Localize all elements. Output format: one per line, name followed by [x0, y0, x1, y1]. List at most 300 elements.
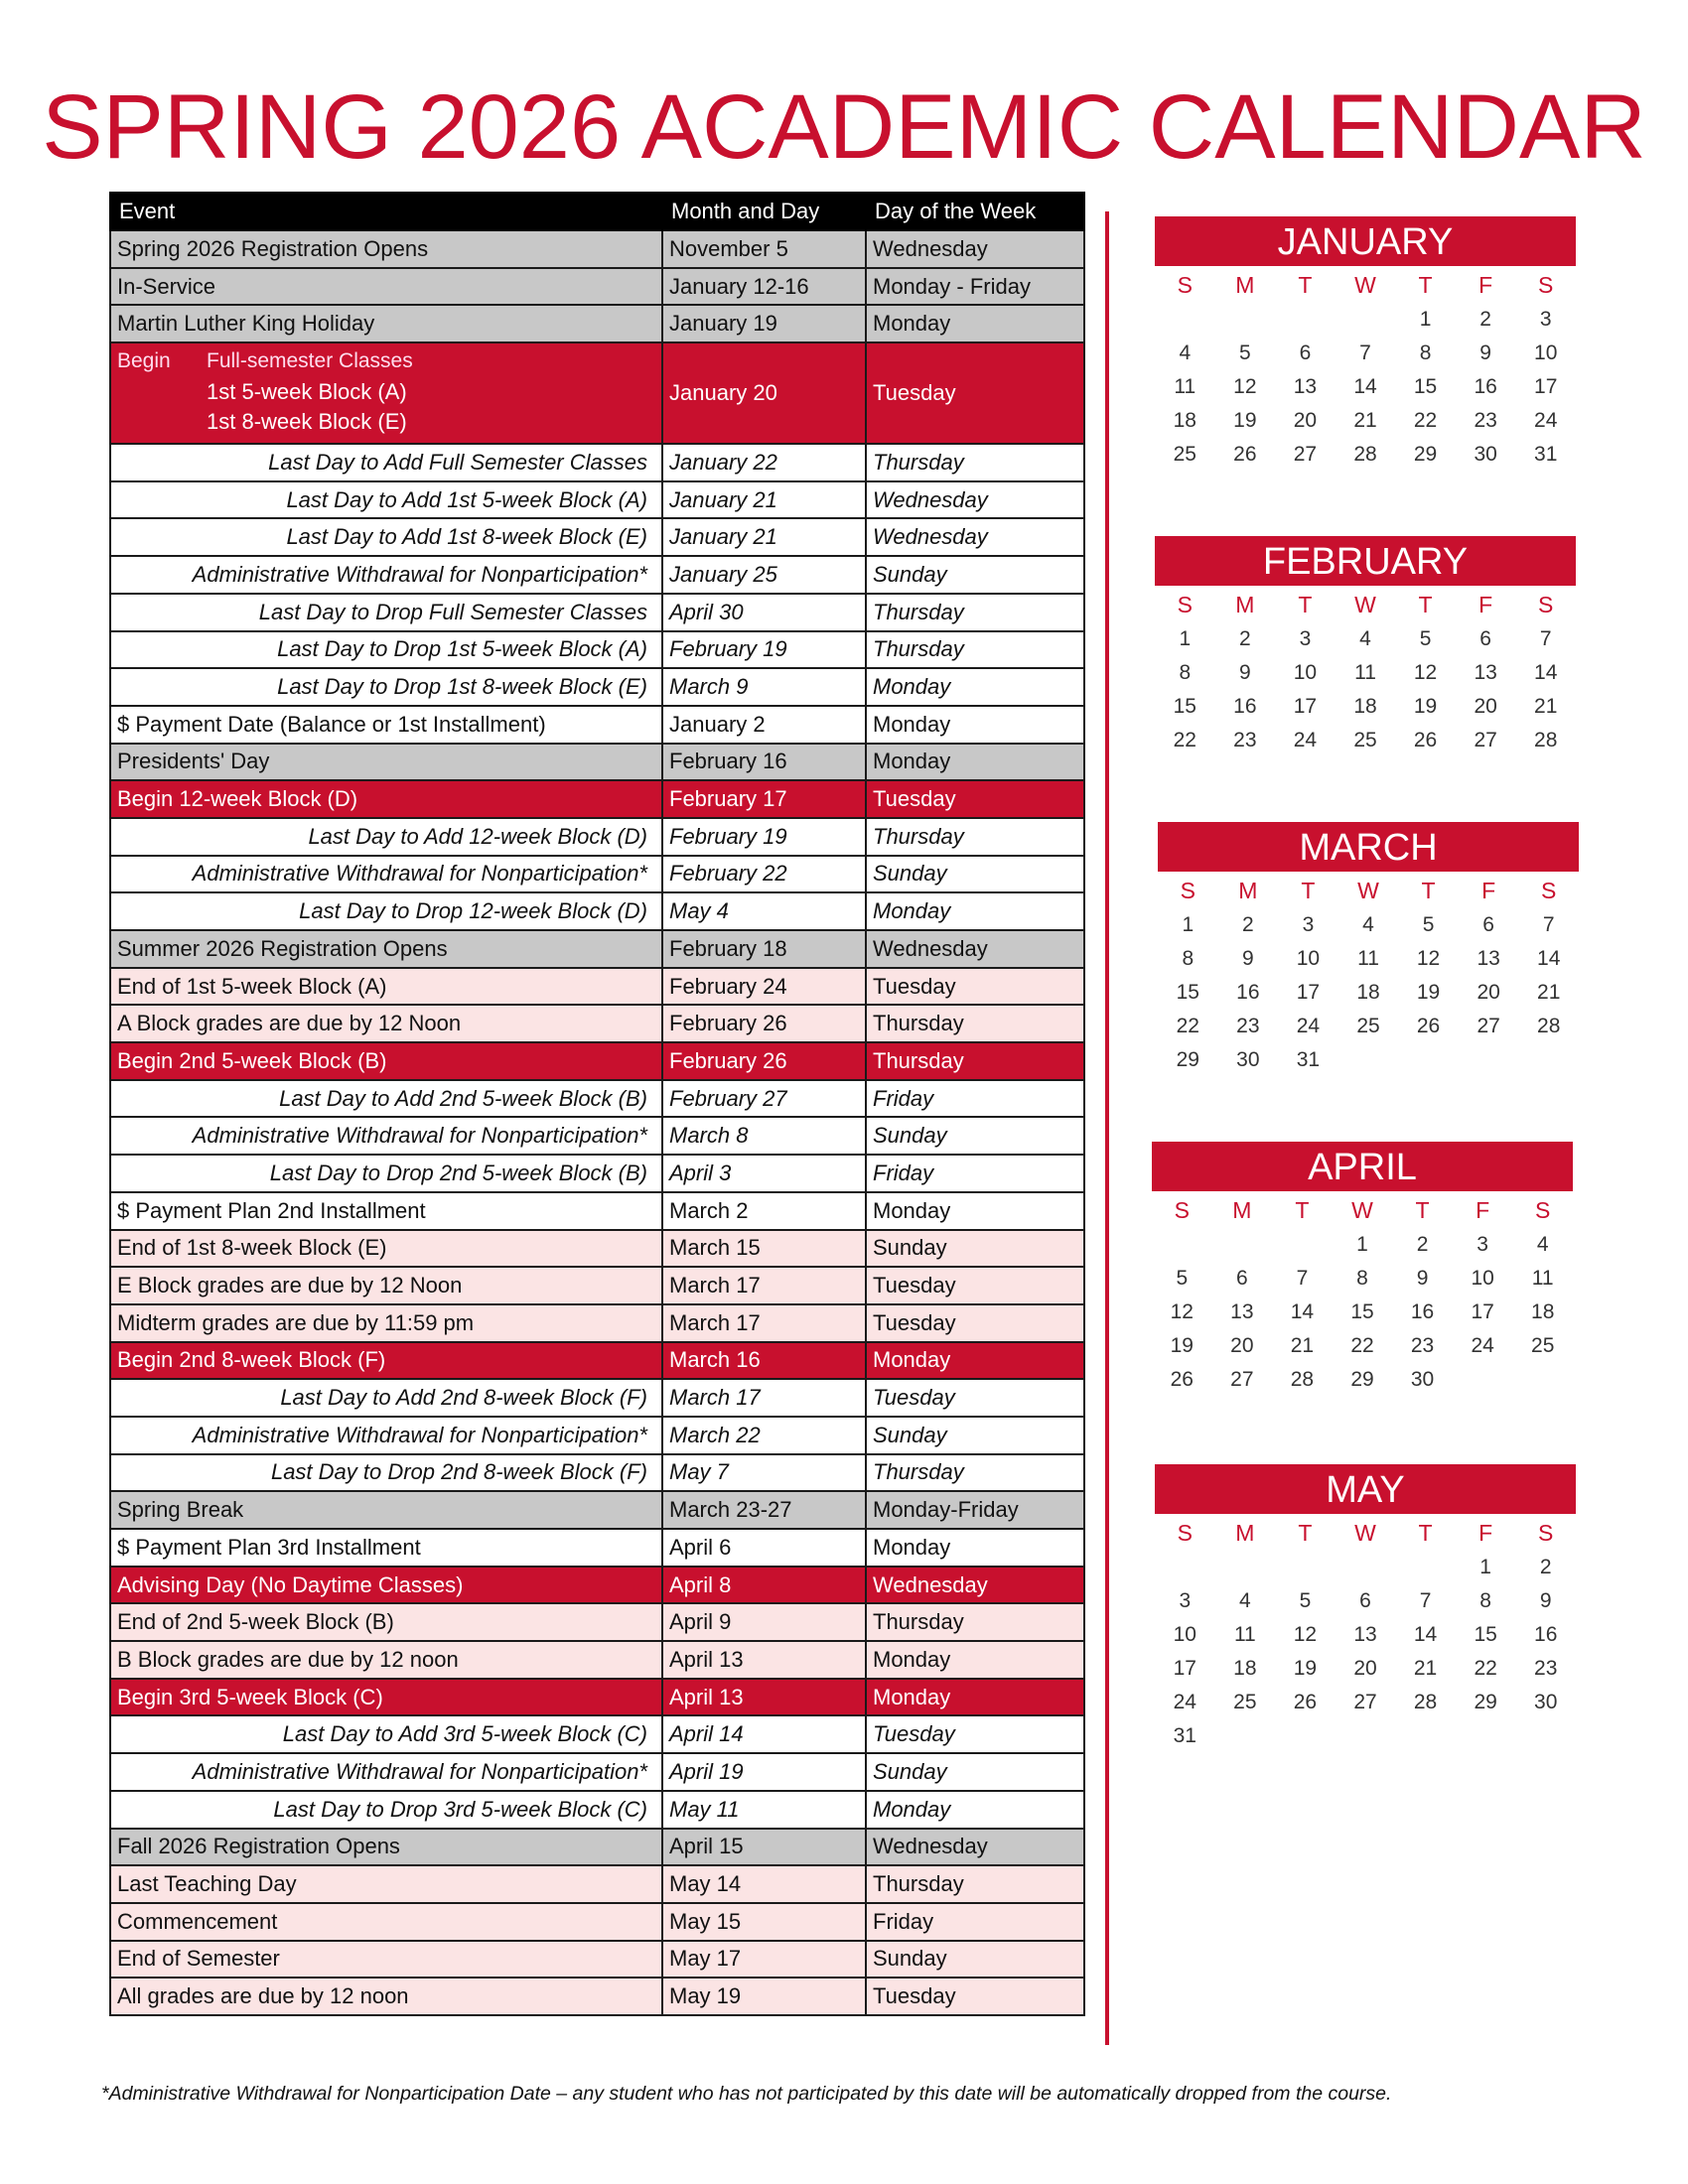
date-cell: April 3: [662, 1155, 866, 1192]
day-number: 18: [1173, 409, 1196, 432]
weekday-cell: Thursday: [866, 1042, 1084, 1080]
weekday-letter: T: [1295, 1197, 1310, 1223]
weekday-letter: M: [1235, 1520, 1255, 1546]
day-number: 5: [1176, 1267, 1189, 1290]
table-row: [110, 1753, 1084, 1791]
day-number: 14: [1413, 1623, 1438, 1646]
table-row: [110, 1080, 1084, 1118]
weekday-cell: Sunday: [866, 1417, 1084, 1454]
weekday-cell: Monday: [866, 668, 1084, 706]
table-row: [110, 706, 1084, 744]
day-number: 21: [1537, 981, 1561, 1004]
header-event: Event: [110, 193, 662, 230]
day-number: 2: [1242, 913, 1254, 936]
day-number: 30: [1474, 443, 1497, 466]
day-number: 11: [1233, 1623, 1256, 1646]
event-cell: End of 1st 5-week Block (A): [110, 968, 662, 1006]
day-number: 4: [1359, 627, 1371, 650]
event-cell: End of 1st 8-week Block (E): [110, 1230, 662, 1268]
table-row: [110, 1791, 1084, 1829]
day-number: 2: [1479, 308, 1491, 331]
day-number: 26: [1170, 1368, 1194, 1391]
day-number: 17: [1293, 695, 1318, 718]
event-cell: Fall 2026 Registration Opens: [110, 1829, 662, 1866]
table-row: [110, 1829, 1084, 1866]
weekday-letter: W: [1357, 878, 1379, 903]
day-number: 20: [1477, 981, 1500, 1004]
day-number: 3: [1299, 627, 1312, 650]
empty-day: [1275, 306, 1336, 334]
table-row: [110, 856, 1084, 893]
day-number: 28: [1534, 729, 1558, 751]
day-number: 25: [1173, 443, 1196, 466]
day-number: 22: [1474, 1657, 1497, 1680]
day-number: 7: [1542, 913, 1555, 936]
table-row: [110, 594, 1084, 631]
month-april: [1152, 1142, 1573, 1394]
table-row: [110, 1192, 1084, 1230]
event-cell: End of 2nd 5-week Block (B): [110, 1603, 662, 1641]
table-row: [110, 1641, 1084, 1679]
day-number: 5: [1299, 1589, 1312, 1612]
day-number: 22: [1173, 729, 1196, 751]
event-cell: Begin 3rd 5-week Block (C): [110, 1679, 662, 1716]
month-grid: [1158, 878, 1579, 1074]
weekday-letter: S: [1535, 1197, 1551, 1223]
date-cell: March 17: [662, 1379, 866, 1417]
day-number: 18: [1353, 695, 1377, 718]
events-table: [109, 192, 1085, 2016]
begin-block: [117, 345, 655, 441]
day-number: 19: [1170, 1334, 1194, 1357]
day-number: 8: [1182, 947, 1195, 970]
weekday-cell: Monday: [866, 1641, 1084, 1679]
day-number: 10: [1293, 661, 1318, 684]
table-header-row: [110, 193, 1084, 230]
day-number: 8: [1356, 1267, 1368, 1290]
day-number: 29: [1474, 1691, 1497, 1713]
date-cell: February 26: [662, 1005, 866, 1042]
day-number: 10: [1534, 341, 1558, 364]
day-number: 4: [1362, 913, 1374, 936]
day-number: 18: [1531, 1300, 1555, 1323]
table-row: [110, 1491, 1084, 1529]
weekday-letter: F: [1476, 1197, 1490, 1223]
begin-line-1: 1st 5-week Block (A): [207, 379, 407, 405]
day-number: 5: [1422, 913, 1435, 936]
day-number: 23: [1233, 729, 1257, 751]
weekday-cell: Thursday: [866, 818, 1084, 856]
empty-day: [1155, 306, 1215, 334]
weekday-cell: Monday: [866, 1192, 1084, 1230]
weekday-letter: S: [1177, 272, 1193, 298]
table-row: [110, 1267, 1084, 1304]
empty-day: [1336, 306, 1396, 334]
date-cell: April 13: [662, 1641, 866, 1679]
day-number: 15: [1474, 1623, 1497, 1646]
event-cell: Begin 2nd 5-week Block (B): [110, 1042, 662, 1080]
day-number: 4: [1239, 1589, 1251, 1612]
table-row: [110, 518, 1084, 556]
event-cell: Midterm grades are due by 11:59 pm: [110, 1304, 662, 1342]
day-number: 27: [1353, 1691, 1377, 1713]
event-cell: Administrative Withdrawal for Nonparticipation*: [110, 1117, 662, 1155]
weekday-cell: Sunday: [866, 556, 1084, 594]
day-number: 12: [1293, 1623, 1318, 1646]
weekday-letter: T: [1301, 878, 1316, 903]
day-number: 24: [1296, 1015, 1321, 1037]
table-row: [110, 268, 1084, 306]
date-cell: January 2: [662, 706, 866, 744]
day-number: 28: [1290, 1368, 1315, 1391]
day-number: 14: [1534, 661, 1558, 684]
day-number: 18: [1233, 1657, 1257, 1680]
weekday-cell: Sunday: [866, 1230, 1084, 1268]
date-cell: February 17: [662, 780, 866, 818]
day-number: 2: [1416, 1233, 1429, 1256]
weekday-cell: Tuesday: [866, 342, 1084, 444]
weekday-cell: Wednesday: [866, 230, 1084, 268]
day-number: 10: [1471, 1267, 1494, 1290]
vertical-divider: [1105, 211, 1109, 2045]
weekday-letter: T: [1298, 1520, 1313, 1546]
event-cell: Administrative Withdrawal for Nonparticipation*: [110, 856, 662, 893]
weekday-cell: Thursday: [866, 594, 1084, 631]
date-cell: April 19: [662, 1753, 866, 1791]
table-row: [110, 1603, 1084, 1641]
empty-day: [1212, 1231, 1273, 1259]
day-number: 1: [1182, 913, 1195, 936]
date-cell: February 19: [662, 818, 866, 856]
table-row: [110, 1865, 1084, 1903]
day-number: 6: [1479, 627, 1491, 650]
table-row: [110, 1903, 1084, 1941]
date-cell: March 16: [662, 1342, 866, 1380]
table-row: [110, 631, 1084, 669]
date-cell: March 9: [662, 668, 866, 706]
date-cell: May 17: [662, 1941, 866, 1979]
day-number: 13: [1353, 1623, 1377, 1646]
event-cell: $ Payment Plan 2nd Installment: [110, 1192, 662, 1230]
event-cell: A Block grades are due by 12 Noon: [110, 1005, 662, 1042]
date-cell: April 14: [662, 1715, 866, 1753]
date-cell: January 20: [662, 342, 866, 444]
day-number: 1: [1419, 308, 1432, 331]
weekday-letter: F: [1478, 1520, 1493, 1546]
weekday-letter: W: [1354, 272, 1376, 298]
table-row: [110, 342, 1084, 444]
day-number: 7: [1419, 1589, 1432, 1612]
day-number: 10: [1296, 947, 1321, 970]
table-row: [110, 444, 1084, 481]
day-number: 16: [1474, 375, 1497, 398]
day-number: 2: [1539, 1556, 1552, 1578]
weekday-cell: Wednesday: [866, 518, 1084, 556]
day-number: 16: [1236, 981, 1260, 1004]
day-number: 28: [1413, 1691, 1438, 1713]
day-number: 19: [1293, 1657, 1318, 1680]
weekday-letter: T: [1418, 272, 1433, 298]
date-cell: May 15: [662, 1903, 866, 1941]
weekday-cell: Thursday: [866, 1454, 1084, 1492]
day-number: 27: [1293, 443, 1318, 466]
weekday-letter: M: [1235, 272, 1255, 298]
footnote: *Administrative Withdrawal for Nonparticipation Date – any student who has not participated by this date will be automatically dropped from the course.: [101, 2083, 1392, 2105]
event-cell: Last Day to Drop 2nd 5-week Block (B): [110, 1155, 662, 1192]
weekday-letter: T: [1415, 1197, 1430, 1223]
weekday-cell: Monday: [866, 305, 1084, 342]
event-cell: Last Day to Drop 1st 5-week Block (A): [110, 631, 662, 669]
table-row: [110, 892, 1084, 930]
day-number: 26: [1416, 1015, 1441, 1037]
day-number: 27: [1474, 729, 1497, 751]
empty-day: [1155, 1554, 1215, 1581]
day-number: 6: [1482, 913, 1494, 936]
weekday-letter: T: [1418, 1520, 1433, 1546]
day-number: 15: [1350, 1300, 1374, 1323]
event-cell: Administrative Withdrawal for Nonparticipation*: [110, 1417, 662, 1454]
day-number: 20: [1474, 695, 1497, 718]
day-number: 4: [1536, 1233, 1549, 1256]
day-number: 15: [1176, 981, 1199, 1004]
day-number: 12: [1416, 947, 1441, 970]
date-cell: January 12-16: [662, 268, 866, 306]
day-number: 20: [1353, 1657, 1377, 1680]
day-number: 11: [1531, 1267, 1554, 1290]
day-number: 1: [1479, 1556, 1491, 1578]
month-grid: [1155, 1520, 1576, 1750]
date-cell: May 4: [662, 892, 866, 930]
event-cell: $ Payment Date (Balance or 1st Installment): [110, 706, 662, 744]
weekday-cell: Monday: [866, 892, 1084, 930]
month-january: [1155, 216, 1576, 469]
date-cell: February 19: [662, 631, 866, 669]
empty-day: [1275, 1554, 1336, 1581]
event-cell: Last Teaching Day: [110, 1865, 662, 1903]
weekday-cell: Wednesday: [866, 1567, 1084, 1604]
weekday-cell: Sunday: [866, 1753, 1084, 1791]
day-number: 5: [1419, 627, 1432, 650]
event-cell: Last Day to Drop 3rd 5-week Block (C): [110, 1791, 662, 1829]
table-row: [110, 1117, 1084, 1155]
day-number: 17: [1534, 375, 1558, 398]
date-cell: May 14: [662, 1865, 866, 1903]
page-title: SPRING 2026 ACADEMIC CALENDAR: [42, 76, 1646, 178]
day-number: 16: [1534, 1623, 1558, 1646]
date-cell: January 25: [662, 556, 866, 594]
date-cell: April 13: [662, 1679, 866, 1716]
date-cell: March 17: [662, 1304, 866, 1342]
table-row: [110, 1715, 1084, 1753]
weekday-cell: Monday: [866, 1529, 1084, 1567]
empty-day: [1152, 1231, 1212, 1259]
event-cell: Last Day to Add Full Semester Classes: [110, 444, 662, 481]
month-grid: [1155, 592, 1576, 754]
weekday-cell: Monday-Friday: [866, 1491, 1084, 1529]
day-number: 13: [1293, 375, 1318, 398]
day-number: 20: [1293, 409, 1318, 432]
weekday-letter: T: [1421, 878, 1436, 903]
date-cell: January 22: [662, 444, 866, 481]
day-number: 21: [1290, 1334, 1315, 1357]
day-number: 9: [1416, 1267, 1429, 1290]
date-cell: February 27: [662, 1080, 866, 1118]
event-cell: Advising Day (No Daytime Classes): [110, 1567, 662, 1604]
day-number: 16: [1233, 695, 1257, 718]
weekday-cell: Sunday: [866, 1117, 1084, 1155]
day-number: 12: [1233, 375, 1257, 398]
day-number: 29: [1413, 443, 1438, 466]
weekday-cell: Monday: [866, 744, 1084, 781]
weekday-letter: S: [1538, 1520, 1554, 1546]
day-number: 6: [1299, 341, 1312, 364]
weekday-cell: Tuesday: [866, 1978, 1084, 2015]
date-cell: February 18: [662, 930, 866, 968]
day-number: 24: [1471, 1334, 1494, 1357]
weekday-cell: Friday: [866, 1903, 1084, 1941]
day-number: 9: [1242, 947, 1254, 970]
table-row: [110, 1155, 1084, 1192]
day-number: 22: [1350, 1334, 1374, 1357]
day-number: 28: [1353, 443, 1377, 466]
empty-day: [1215, 306, 1276, 334]
empty-day: [1336, 1554, 1396, 1581]
date-cell: March 2: [662, 1192, 866, 1230]
day-number: 9: [1479, 341, 1491, 364]
table-row: [110, 968, 1084, 1006]
day-number: 7: [1296, 1267, 1309, 1290]
weekday-cell: Monday: [866, 706, 1084, 744]
day-number: 15: [1413, 375, 1438, 398]
table-row: [110, 1978, 1084, 2015]
day-number: 21: [1413, 1657, 1438, 1680]
weekday-letter: S: [1174, 1197, 1190, 1223]
day-number: 29: [1350, 1368, 1374, 1391]
day-number: 11: [1174, 375, 1196, 398]
day-number: 31: [1534, 443, 1558, 466]
day-number: 23: [1534, 1657, 1558, 1680]
weekday-letter: F: [1478, 592, 1493, 617]
day-number: 22: [1176, 1015, 1199, 1037]
day-number: 26: [1293, 1691, 1318, 1713]
weekday-letter: F: [1481, 878, 1496, 903]
day-number: 19: [1416, 981, 1441, 1004]
date-cell: February 26: [662, 1042, 866, 1080]
weekday-cell: Thursday: [866, 1005, 1084, 1042]
weekday-cell: Sunday: [866, 856, 1084, 893]
weekday-cell: Thursday: [866, 1603, 1084, 1641]
day-number: 14: [1537, 947, 1561, 970]
month-header: JANUARY: [1155, 216, 1576, 266]
event-cell: Last Day to Add 2nd 8-week Block (F): [110, 1379, 662, 1417]
weekday-cell: Wednesday: [866, 481, 1084, 519]
day-number: 8: [1419, 341, 1432, 364]
day-number: 17: [1296, 981, 1321, 1004]
event-cell: [110, 342, 662, 444]
month-header: FEBRUARY: [1155, 536, 1576, 586]
day-number: 12: [1170, 1300, 1194, 1323]
table-row: [110, 1005, 1084, 1042]
day-number: 3: [1477, 1233, 1488, 1256]
event-cell: Last Day to Add 3rd 5-week Block (C): [110, 1715, 662, 1753]
day-number: 8: [1479, 1589, 1491, 1612]
event-cell: Martin Luther King Holiday: [110, 305, 662, 342]
event-cell: Begin 12-week Block (D): [110, 780, 662, 818]
event-cell: Begin 2nd 8-week Block (F): [110, 1342, 662, 1380]
day-number: 31: [1173, 1724, 1196, 1747]
weekday-letter: M: [1235, 592, 1255, 617]
day-number: 3: [1302, 913, 1315, 936]
month-header: MAY: [1155, 1464, 1576, 1514]
event-cell: Last Day to Drop 2nd 8-week Block (F): [110, 1454, 662, 1492]
weekday-cell: Friday: [866, 1080, 1084, 1118]
table-row: [110, 930, 1084, 968]
table-row: [110, 1529, 1084, 1567]
day-number: 24: [1534, 409, 1558, 432]
weekday-letter: S: [1177, 1520, 1193, 1546]
day-number: 13: [1477, 947, 1500, 970]
event-cell: E Block grades are due by 12 Noon: [110, 1267, 662, 1304]
day-number: 25: [1233, 1691, 1257, 1713]
weekday-cell: Monday - Friday: [866, 268, 1084, 306]
event-cell: Administrative Withdrawal for Nonparticipation*: [110, 1753, 662, 1791]
table-row: [110, 1417, 1084, 1454]
weekday-cell: Thursday: [866, 444, 1084, 481]
weekday-letter: S: [1538, 592, 1554, 617]
day-number: 10: [1173, 1623, 1196, 1646]
event-cell: $ Payment Plan 3rd Installment: [110, 1529, 662, 1567]
day-number: 23: [1474, 409, 1497, 432]
date-cell: May 7: [662, 1454, 866, 1492]
day-number: 26: [1233, 443, 1257, 466]
day-number: 9: [1539, 1589, 1552, 1612]
table-row: [110, 780, 1084, 818]
weekday-cell: Tuesday: [866, 1715, 1084, 1753]
month-header: APRIL: [1152, 1142, 1573, 1191]
day-number: 17: [1173, 1657, 1196, 1680]
day-number: 7: [1359, 341, 1371, 364]
date-cell: March 23-27: [662, 1491, 866, 1529]
month-grid: [1152, 1197, 1573, 1394]
day-number: 27: [1230, 1368, 1254, 1391]
day-number: 25: [1353, 729, 1377, 751]
weekday-cell: Monday: [866, 1679, 1084, 1716]
weekday-cell: Sunday: [866, 1941, 1084, 1979]
weekday-cell: Tuesday: [866, 780, 1084, 818]
day-number: 27: [1477, 1015, 1500, 1037]
table-row: [110, 668, 1084, 706]
event-cell: B Block grades are due by 12 noon: [110, 1641, 662, 1679]
table-row: [110, 1379, 1084, 1417]
weekday-letter: M: [1238, 878, 1258, 903]
weekday-letter: S: [1177, 592, 1193, 617]
date-cell: February 22: [662, 856, 866, 893]
day-number: 21: [1353, 409, 1377, 432]
event-cell: Last Day to Add 1st 5-week Block (A): [110, 481, 662, 519]
date-cell: March 15: [662, 1230, 866, 1268]
table-row: [110, 1042, 1084, 1080]
day-number: 14: [1353, 375, 1377, 398]
month-february: [1155, 536, 1576, 754]
day-number: 23: [1236, 1015, 1260, 1037]
day-number: 1: [1179, 627, 1192, 650]
day-number: 28: [1537, 1015, 1561, 1037]
weekday-letter: W: [1354, 1520, 1376, 1546]
event-cell: End of Semester: [110, 1941, 662, 1979]
event-cell: Last Day to Drop 1st 8-week Block (E): [110, 668, 662, 706]
day-number: 11: [1354, 661, 1376, 684]
day-number: 30: [1410, 1368, 1435, 1391]
